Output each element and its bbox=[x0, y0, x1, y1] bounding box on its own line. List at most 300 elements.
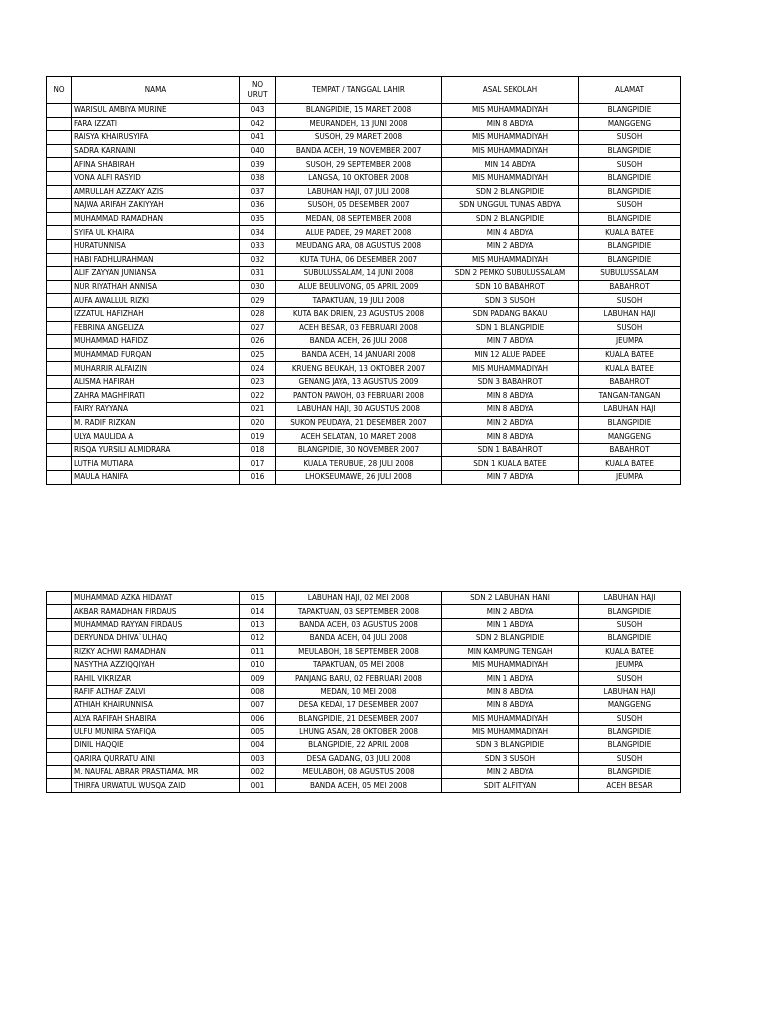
cell-alamat: ACEH BESAR bbox=[579, 779, 681, 792]
cell-asal-sekolah: SDN 2 BLANGPIDIE bbox=[442, 632, 579, 645]
cell-nama: AMRULLAH AZZAKY AZIS bbox=[72, 185, 240, 199]
table-1-body bbox=[47, 104, 681, 485]
table-row bbox=[47, 267, 681, 281]
table-row bbox=[47, 131, 681, 145]
cell-tempat-tanggal-lahir: PANTON PAWOH, 03 FEBRUARI 2008 bbox=[276, 389, 442, 403]
cell-tempat-tanggal-lahir: TAPAKTUAN, 03 SEPTEMBER 2008 bbox=[276, 605, 442, 618]
cell-alamat: BLANGPIDIE bbox=[579, 104, 681, 118]
cell-no-urut: 017 bbox=[240, 457, 276, 471]
cell-alamat: KUALA BATEE bbox=[579, 348, 681, 362]
cell-nama: ULYA MAULIDA A bbox=[72, 430, 240, 444]
cell-nama: DINIL HAQQIE bbox=[72, 739, 240, 752]
cell-nama: RISQA YURSILI ALMIDRARA bbox=[72, 443, 240, 457]
cell-tempat-tanggal-lahir: MEULABOH, 08 AGUSTUS 2008 bbox=[276, 766, 442, 779]
cell-nama: RAFIF ALTHAF ZALVI bbox=[72, 685, 240, 698]
cell-nama: LUTFIA MUTIARA bbox=[72, 457, 240, 471]
cell-nama: MUHAMMAD RAYYAN FIRDAUS bbox=[72, 618, 240, 631]
cell-tempat-tanggal-lahir: DESA GADANG, 03 JULI 2008 bbox=[276, 752, 442, 765]
cell-tempat-tanggal-lahir: LABUHAN HAJI, 07 JULI 2008 bbox=[276, 185, 442, 199]
table-row bbox=[47, 389, 681, 403]
cell-alamat: SUSOH bbox=[579, 672, 681, 685]
cell-asal-sekolah: MIN 2 ABDYA bbox=[442, 239, 579, 253]
cell-no-urut: 022 bbox=[240, 389, 276, 403]
cell-no-urut: 002 bbox=[240, 766, 276, 779]
cell-alamat: TANGAN-TANGAN bbox=[579, 389, 681, 403]
cell-no bbox=[47, 226, 72, 240]
cell-no-urut: 020 bbox=[240, 416, 276, 430]
cell-no bbox=[47, 294, 72, 308]
cell-tempat-tanggal-lahir: ALUE BEULIVONG, 05 APRIL 2009 bbox=[276, 280, 442, 294]
table-row bbox=[47, 443, 681, 457]
cell-tempat-tanggal-lahir: GENANG JAYA, 13 AGUSTUS 2009 bbox=[276, 375, 442, 389]
cell-no-urut: 041 bbox=[240, 131, 276, 145]
cell-no bbox=[47, 471, 72, 485]
cell-alamat: BLANGPIDIE bbox=[579, 605, 681, 618]
cell-alamat: BLANGPIDIE bbox=[579, 416, 681, 430]
cell-no bbox=[47, 766, 72, 779]
cell-no bbox=[47, 335, 72, 349]
cell-alamat: SUBULUSSALAM bbox=[579, 267, 681, 281]
cell-no-urut: 030 bbox=[240, 280, 276, 294]
table-row bbox=[47, 199, 681, 213]
cell-nama: VONA ALFI RASYID bbox=[72, 171, 240, 185]
cell-no-urut: 018 bbox=[240, 443, 276, 457]
cell-no-urut: 029 bbox=[240, 294, 276, 308]
cell-asal-sekolah: MIN 2 ABDYA bbox=[442, 605, 579, 618]
cell-alamat: SUSOH bbox=[579, 294, 681, 308]
cell-alamat: LABUHAN HAJI bbox=[579, 307, 681, 321]
table-row bbox=[47, 699, 681, 712]
cell-asal-sekolah: MIN 14 ABDYA bbox=[442, 158, 579, 172]
header-nama: NAMA bbox=[72, 77, 240, 104]
cell-no bbox=[47, 117, 72, 131]
cell-nama: ALYA RAFIFAH SHABIRA bbox=[72, 712, 240, 725]
table-row bbox=[47, 632, 681, 645]
cell-alamat: KUALA BATEE bbox=[579, 362, 681, 376]
cell-tempat-tanggal-lahir: LHUNG ASAN, 28 OKTOBER 2008 bbox=[276, 725, 442, 738]
cell-no-urut: 031 bbox=[240, 267, 276, 281]
table-row bbox=[47, 239, 681, 253]
cell-no bbox=[47, 725, 72, 738]
cell-no-urut: 034 bbox=[240, 226, 276, 240]
cell-nama: ALIF ZAYYAN JUNIANSA bbox=[72, 267, 240, 281]
cell-asal-sekolah: MIN 7 ABDYA bbox=[442, 335, 579, 349]
table-row bbox=[47, 645, 681, 658]
cell-alamat: BLANGPIDIE bbox=[579, 253, 681, 267]
cell-no-urut: 026 bbox=[240, 335, 276, 349]
cell-nama: QARIRA QURRATU AINI bbox=[72, 752, 240, 765]
cell-asal-sekolah: SDN 10 BABAHROT bbox=[442, 280, 579, 294]
cell-tempat-tanggal-lahir: MEUDANG ARA, 08 AGUSTUS 2008 bbox=[276, 239, 442, 253]
cell-asal-sekolah: SDN 2 BLANGPIDIE bbox=[442, 212, 579, 226]
table-row bbox=[47, 212, 681, 226]
cell-alamat: BLANGPIDIE bbox=[579, 632, 681, 645]
cell-asal-sekolah: MIN 8 ABDYA bbox=[442, 117, 579, 131]
cell-asal-sekolah: MIN 1 ABDYA bbox=[442, 618, 579, 631]
cell-no bbox=[47, 131, 72, 145]
cell-alamat: BLANGPIDIE bbox=[579, 725, 681, 738]
table-row bbox=[47, 403, 681, 417]
cell-no-urut: 006 bbox=[240, 712, 276, 725]
cell-tempat-tanggal-lahir: SUKON PEUDAYA, 21 DESEMBER 2007 bbox=[276, 416, 442, 430]
table-row bbox=[47, 117, 681, 131]
cell-asal-sekolah: MIN 8 ABDYA bbox=[442, 685, 579, 698]
cell-nama: MUHAMMAD HAFIDZ bbox=[72, 335, 240, 349]
cell-asal-sekolah: MIS MUHAMMADIYAH bbox=[442, 725, 579, 738]
cell-no-urut: 011 bbox=[240, 645, 276, 658]
cell-alamat: BLANGPIDIE bbox=[579, 185, 681, 199]
cell-nama: MUHAMMAD FURQAN bbox=[72, 348, 240, 362]
table-row bbox=[47, 457, 681, 471]
cell-no-urut: 038 bbox=[240, 171, 276, 185]
cell-no-urut: 007 bbox=[240, 699, 276, 712]
cell-nama: M. RADIF RIZKAN bbox=[72, 416, 240, 430]
cell-alamat: LABUHAN HAJI bbox=[579, 592, 681, 605]
cell-tempat-tanggal-lahir: SUBULUSSALAM, 14 JUNI 2008 bbox=[276, 267, 442, 281]
table-row bbox=[47, 672, 681, 685]
cell-alamat: BLANGPIDIE bbox=[579, 739, 681, 752]
cell-asal-sekolah: MIN 8 ABDYA bbox=[442, 403, 579, 417]
cell-no-urut: 015 bbox=[240, 592, 276, 605]
cell-alamat: BABAHROT bbox=[579, 443, 681, 457]
header-asal-sekolah: ASAL SEKOLAH bbox=[442, 77, 579, 104]
cell-no-urut: 039 bbox=[240, 158, 276, 172]
cell-no-urut: 013 bbox=[240, 618, 276, 631]
cell-tempat-tanggal-lahir: MEURANDEH, 13 JUNI 2008 bbox=[276, 117, 442, 131]
cell-no-urut: 027 bbox=[240, 321, 276, 335]
header-no: NO bbox=[47, 77, 72, 104]
cell-no bbox=[47, 672, 72, 685]
header-alamat: ALAMAT bbox=[579, 77, 681, 104]
cell-tempat-tanggal-lahir: KUTA TUHA, 06 DESEMBER 2007 bbox=[276, 253, 442, 267]
cell-no-urut: 010 bbox=[240, 658, 276, 671]
table-row bbox=[47, 144, 681, 158]
cell-alamat: BLANGPIDIE bbox=[579, 766, 681, 779]
table-row bbox=[47, 171, 681, 185]
cell-asal-sekolah: SDN 1 BLANGPIDIE bbox=[442, 321, 579, 335]
cell-no bbox=[47, 443, 72, 457]
cell-no bbox=[47, 632, 72, 645]
cell-no bbox=[47, 430, 72, 444]
cell-no bbox=[47, 239, 72, 253]
cell-no-urut: 035 bbox=[240, 212, 276, 226]
cell-nama: MAULA HANIFA bbox=[72, 471, 240, 485]
cell-no bbox=[47, 752, 72, 765]
cell-tempat-tanggal-lahir: BLANGPIDIE, 21 DESEMBER 2007 bbox=[276, 712, 442, 725]
cell-asal-sekolah: MIN KAMPUNG TENGAH bbox=[442, 645, 579, 658]
cell-alamat: KUALA BATEE bbox=[579, 457, 681, 471]
table-header-row bbox=[47, 77, 681, 104]
cell-tempat-tanggal-lahir: LANGSA, 10 OKTOBER 2008 bbox=[276, 171, 442, 185]
cell-alamat: SUSOH bbox=[579, 618, 681, 631]
cell-no-urut: 028 bbox=[240, 307, 276, 321]
cell-alamat: JEUMPA bbox=[579, 658, 681, 671]
cell-nama: NUR RIYATHAH ANNISA bbox=[72, 280, 240, 294]
table-row bbox=[47, 280, 681, 294]
student-table-1 bbox=[46, 76, 681, 485]
cell-asal-sekolah: SDN 3 SUSOH bbox=[442, 752, 579, 765]
cell-nama: IZZATUL HAFIZHAH bbox=[72, 307, 240, 321]
header-tempat-tanggal-lahir: TEMPAT / TANGGAL LAHIR bbox=[276, 77, 442, 104]
cell-asal-sekolah: SDN UNGGUL TUNAS ABDYA bbox=[442, 199, 579, 213]
cell-nama: ULFU MUNIRA SYAFIQA bbox=[72, 725, 240, 738]
cell-nama: MUHARRIR ALFAIZIN bbox=[72, 362, 240, 376]
cell-alamat: LABUHAN HAJI bbox=[579, 403, 681, 417]
cell-alamat: SUSOH bbox=[579, 321, 681, 335]
cell-no bbox=[47, 307, 72, 321]
cell-asal-sekolah: MIN 2 ABDYA bbox=[442, 766, 579, 779]
cell-nama: NAJWA ARIFAH ZAKIYYAH bbox=[72, 199, 240, 213]
cell-alamat: BLANGPIDIE bbox=[579, 212, 681, 226]
cell-no bbox=[47, 253, 72, 267]
cell-nama: HURATUNNISA bbox=[72, 239, 240, 253]
cell-alamat: BABAHROT bbox=[579, 280, 681, 294]
table-row bbox=[47, 307, 681, 321]
cell-no-urut: 004 bbox=[240, 739, 276, 752]
cell-no-urut: 001 bbox=[240, 779, 276, 792]
cell-tempat-tanggal-lahir: SUSOH, 29 SEPTEMBER 2008 bbox=[276, 158, 442, 172]
cell-asal-sekolah: MIS MUHAMMADIYAH bbox=[442, 658, 579, 671]
table-row bbox=[47, 430, 681, 444]
cell-no bbox=[47, 389, 72, 403]
table-row bbox=[47, 362, 681, 376]
cell-asal-sekolah: MIN 8 ABDYA bbox=[442, 699, 579, 712]
cell-no bbox=[47, 605, 72, 618]
cell-no bbox=[47, 362, 72, 376]
table-row bbox=[47, 471, 681, 485]
table-2-body bbox=[47, 592, 681, 793]
cell-no bbox=[47, 212, 72, 226]
cell-nama: SYIFA UL KHAIRA bbox=[72, 226, 240, 240]
cell-alamat: SUSOH bbox=[579, 752, 681, 765]
cell-nama: MUHAMMAD RAMADHAN bbox=[72, 212, 240, 226]
cell-no bbox=[47, 171, 72, 185]
cell-alamat: BLANGPIDIE bbox=[579, 171, 681, 185]
table-row bbox=[47, 766, 681, 779]
cell-no bbox=[47, 280, 72, 294]
cell-no-urut: 014 bbox=[240, 605, 276, 618]
table-row bbox=[47, 294, 681, 308]
cell-tempat-tanggal-lahir: MEULABOH, 18 SEPTEMBER 2008 bbox=[276, 645, 442, 658]
cell-no bbox=[47, 199, 72, 213]
cell-no-urut: 016 bbox=[240, 471, 276, 485]
cell-alamat: LABUHAN HAJI bbox=[579, 685, 681, 698]
cell-no-urut: 009 bbox=[240, 672, 276, 685]
cell-no bbox=[47, 348, 72, 362]
cell-tempat-tanggal-lahir: BLANGPIDIE, 22 APRIL 2008 bbox=[276, 739, 442, 752]
cell-no bbox=[47, 658, 72, 671]
cell-asal-sekolah: MIN 12 ALUE PADEE bbox=[442, 348, 579, 362]
cell-asal-sekolah: SDN 2 LABUHAN HANI bbox=[442, 592, 579, 605]
cell-no bbox=[47, 457, 72, 471]
cell-tempat-tanggal-lahir: PANJANG BARU, 02 FEBRUARI 2008 bbox=[276, 672, 442, 685]
table-row bbox=[47, 335, 681, 349]
cell-alamat: SUSOH bbox=[579, 131, 681, 145]
cell-nama: FEBRINA ANGELIZA bbox=[72, 321, 240, 335]
cell-tempat-tanggal-lahir: KUTA BAK DRIEN, 23 AGUSTUS 2008 bbox=[276, 307, 442, 321]
cell-asal-sekolah: MIN 8 ABDYA bbox=[442, 430, 579, 444]
cell-asal-sekolah: MIN 1 ABDYA bbox=[442, 672, 579, 685]
cell-tempat-tanggal-lahir: BANDA ACEH, 05 MEI 2008 bbox=[276, 779, 442, 792]
cell-asal-sekolah: MIS MUHAMMADIYAH bbox=[442, 362, 579, 376]
cell-tempat-tanggal-lahir: KUALA TERUBUE, 28 JULI 2008 bbox=[276, 457, 442, 471]
cell-asal-sekolah: SDN 2 PEMKO SUBULUSSALAM bbox=[442, 267, 579, 281]
cell-no-urut: 043 bbox=[240, 104, 276, 118]
cell-alamat: SUSOH bbox=[579, 158, 681, 172]
cell-asal-sekolah: MIN 2 ABDYA bbox=[442, 416, 579, 430]
table-row bbox=[47, 185, 681, 199]
cell-no-urut: 037 bbox=[240, 185, 276, 199]
cell-asal-sekolah: SDN 3 BLANGPIDIE bbox=[442, 739, 579, 752]
cell-no bbox=[47, 267, 72, 281]
cell-tempat-tanggal-lahir: TAPAKTUAN, 05 MEI 2008 bbox=[276, 658, 442, 671]
table-row bbox=[47, 375, 681, 389]
cell-nama: ALISMA HAFIRAH bbox=[72, 375, 240, 389]
cell-alamat: SUSOH bbox=[579, 712, 681, 725]
cell-no-urut: 012 bbox=[240, 632, 276, 645]
cell-tempat-tanggal-lahir: LHOKSEUMAWE, 26 JULI 2008 bbox=[276, 471, 442, 485]
cell-alamat: JEUMPA bbox=[579, 335, 681, 349]
student-table-2 bbox=[46, 591, 681, 793]
table-row bbox=[47, 348, 681, 362]
cell-no bbox=[47, 739, 72, 752]
cell-no bbox=[47, 645, 72, 658]
cell-asal-sekolah: MIN 7 ABDYA bbox=[442, 471, 579, 485]
cell-asal-sekolah: SDN 3 SUSOH bbox=[442, 294, 579, 308]
cell-no bbox=[47, 618, 72, 631]
cell-tempat-tanggal-lahir: MEDAN, 08 SEPTEMBER 2008 bbox=[276, 212, 442, 226]
cell-asal-sekolah: SDN 1 BABAHROT bbox=[442, 443, 579, 457]
cell-tempat-tanggal-lahir: SUSOH, 29 MARET 2008 bbox=[276, 131, 442, 145]
cell-no bbox=[47, 416, 72, 430]
table-row bbox=[47, 618, 681, 631]
cell-alamat: KUALA BATEE bbox=[579, 645, 681, 658]
cell-nama: AKBAR RAMADHAN FIRDAUS bbox=[72, 605, 240, 618]
cell-tempat-tanggal-lahir: BLANGPIDIE, 30 NOVEMBER 2007 bbox=[276, 443, 442, 457]
cell-no-urut: 036 bbox=[240, 199, 276, 213]
header-no-urut-line1: NO bbox=[251, 80, 264, 89]
table-row bbox=[47, 158, 681, 172]
cell-tempat-tanggal-lahir: BLANGPIDIE, 15 MARET 2008 bbox=[276, 104, 442, 118]
cell-nama: NASYTHA AZZIQQIYAH bbox=[72, 658, 240, 671]
cell-tempat-tanggal-lahir: TAPAKTUAN, 19 JULI 2008 bbox=[276, 294, 442, 308]
cell-asal-sekolah: SDN 2 BLANGPIDIE bbox=[442, 185, 579, 199]
table-row bbox=[47, 416, 681, 430]
table-row bbox=[47, 104, 681, 118]
cell-alamat: JEUMPA bbox=[579, 471, 681, 485]
cell-no bbox=[47, 712, 72, 725]
header-no-urut bbox=[240, 77, 276, 104]
cell-tempat-tanggal-lahir: BANDA ACEH, 03 AGUSTUS 2008 bbox=[276, 618, 442, 631]
cell-no bbox=[47, 779, 72, 792]
cell-no-urut: 023 bbox=[240, 375, 276, 389]
cell-tempat-tanggal-lahir: BANDA ACEH, 14 JANUARI 2008 bbox=[276, 348, 442, 362]
cell-nama: RIZKY ACHWI RAMADHAN bbox=[72, 645, 240, 658]
cell-no bbox=[47, 158, 72, 172]
cell-asal-sekolah: MIS MUHAMMADIYAH bbox=[442, 171, 579, 185]
table-row bbox=[47, 226, 681, 240]
cell-alamat: BLANGPIDIE bbox=[579, 239, 681, 253]
cell-nama: RAISYA KHAIRUSYIFA bbox=[72, 131, 240, 145]
table-row bbox=[47, 739, 681, 752]
cell-no-urut: 021 bbox=[240, 403, 276, 417]
cell-alamat: MANGGENG bbox=[579, 699, 681, 712]
cell-no-urut: 008 bbox=[240, 685, 276, 698]
cell-asal-sekolah: MIS MUHAMMADIYAH bbox=[442, 104, 579, 118]
table-row bbox=[47, 712, 681, 725]
cell-no bbox=[47, 403, 72, 417]
table-row bbox=[47, 725, 681, 738]
cell-nama: WARISUL AMBIYA MURINE bbox=[72, 104, 240, 118]
cell-alamat: MANGGENG bbox=[579, 430, 681, 444]
cell-asal-sekolah: MIS MUHAMMADIYAH bbox=[442, 131, 579, 145]
table-row bbox=[47, 752, 681, 765]
cell-tempat-tanggal-lahir: LABUHAN HAJI, 02 MEI 2008 bbox=[276, 592, 442, 605]
cell-tempat-tanggal-lahir: BANDA ACEH, 04 JULI 2008 bbox=[276, 632, 442, 645]
cell-asal-sekolah: MIS MUHAMMADIYAH bbox=[442, 253, 579, 267]
cell-asal-sekolah: SDIT ALFITYAN bbox=[442, 779, 579, 792]
cell-nama: MUHAMMAD AZKA HIDAYAT bbox=[72, 592, 240, 605]
cell-nama: HABI FADHLURAHMAN bbox=[72, 253, 240, 267]
cell-alamat: BABAHROT bbox=[579, 375, 681, 389]
cell-no-urut: 032 bbox=[240, 253, 276, 267]
cell-alamat: KUALA BATEE bbox=[579, 226, 681, 240]
cell-nama: FARA IZZATI bbox=[72, 117, 240, 131]
table-row bbox=[47, 779, 681, 792]
cell-tempat-tanggal-lahir: SUSOH, 05 DESEMBER 2007 bbox=[276, 199, 442, 213]
table-row bbox=[47, 321, 681, 335]
cell-tempat-tanggal-lahir: ACEH BESAR, 03 FEBRUARI 2008 bbox=[276, 321, 442, 335]
cell-alamat: BLANGPIDIE bbox=[579, 144, 681, 158]
cell-alamat: MANGGENG bbox=[579, 117, 681, 131]
cell-tempat-tanggal-lahir: LABUHAN HAJI, 30 AGUSTUS 2008 bbox=[276, 403, 442, 417]
cell-no bbox=[47, 592, 72, 605]
table-row bbox=[47, 253, 681, 267]
cell-tempat-tanggal-lahir: ACEH SELATAN, 10 MARET 2008 bbox=[276, 430, 442, 444]
cell-no bbox=[47, 144, 72, 158]
cell-no-urut: 033 bbox=[240, 239, 276, 253]
cell-nama: RAHIL VIKRIZAR bbox=[72, 672, 240, 685]
cell-tempat-tanggal-lahir: DESA KEDAI, 17 DESEMBER 2007 bbox=[276, 699, 442, 712]
cell-nama: DERYUNDA DHIVA`ULHAQ bbox=[72, 632, 240, 645]
table-row bbox=[47, 685, 681, 698]
cell-tempat-tanggal-lahir: BANDA ACEH, 26 JULI 2008 bbox=[276, 335, 442, 349]
cell-no-urut: 042 bbox=[240, 117, 276, 131]
cell-no-urut: 005 bbox=[240, 725, 276, 738]
table-row bbox=[47, 592, 681, 605]
table-row bbox=[47, 605, 681, 618]
cell-nama: ATHIAH KHAIRUNNISA bbox=[72, 699, 240, 712]
header-no-urut-line2: URUT bbox=[247, 90, 268, 99]
cell-nama: SADRA KARNAINI bbox=[72, 144, 240, 158]
table-row bbox=[47, 658, 681, 671]
cell-asal-sekolah: MIS MUHAMMADIYAH bbox=[442, 144, 579, 158]
cell-tempat-tanggal-lahir: MEDAN, 10 MEI 2008 bbox=[276, 685, 442, 698]
cell-tempat-tanggal-lahir: BANDA ACEH, 19 NOVEMBER 2007 bbox=[276, 144, 442, 158]
cell-no-urut: 024 bbox=[240, 362, 276, 376]
cell-nama: THIRFA URWATUL WUSQA ZAID bbox=[72, 779, 240, 792]
cell-asal-sekolah: MIN 8 ABDYA bbox=[442, 389, 579, 403]
cell-no bbox=[47, 104, 72, 118]
cell-no-urut: 025 bbox=[240, 348, 276, 362]
cell-nama: ZAHRA MAGHFIRATI bbox=[72, 389, 240, 403]
cell-no bbox=[47, 185, 72, 199]
cell-asal-sekolah: MIS MUHAMMADIYAH bbox=[442, 712, 579, 725]
cell-nama: FAIRY RAYYANA bbox=[72, 403, 240, 417]
cell-no-urut: 003 bbox=[240, 752, 276, 765]
cell-tempat-tanggal-lahir: ALUE PADEE, 29 MARET 2008 bbox=[276, 226, 442, 240]
cell-asal-sekolah: MIN 4 ABDYA bbox=[442, 226, 579, 240]
